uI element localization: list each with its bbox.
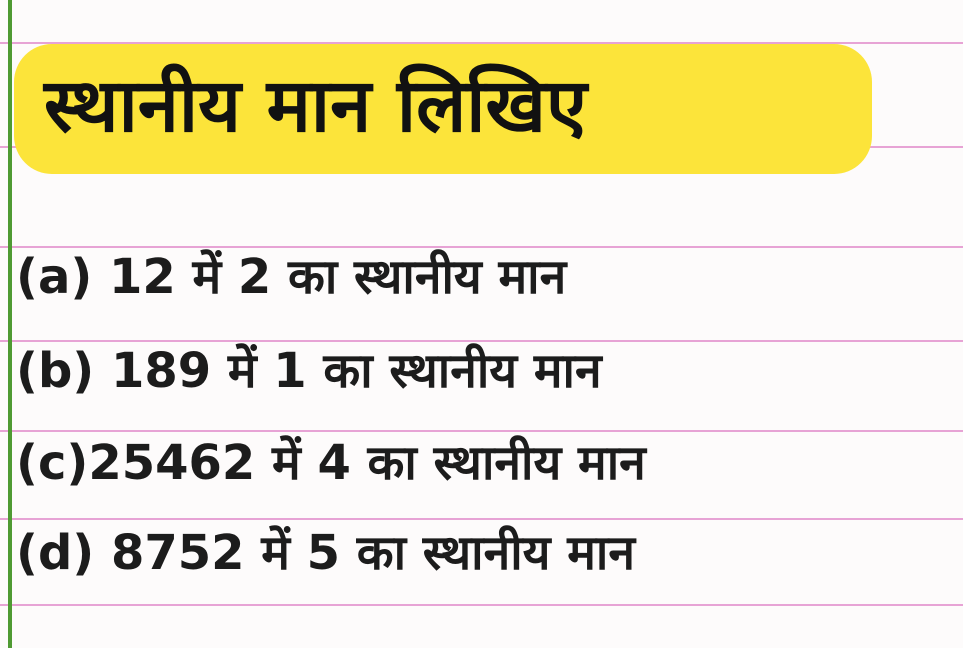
- question-a: (a) 12 में 2 का स्थानीय मान: [16, 249, 567, 305]
- question-d: (d) 8752 में 5 का स्थानीय मान: [16, 525, 635, 581]
- margin-line: [8, 0, 12, 648]
- question-c: (c)25462 में 4 का स्थानीय मान: [16, 435, 646, 491]
- question-b: (b) 189 में 1 का स्थानीय मान: [16, 343, 602, 399]
- title-highlight: [14, 44, 872, 174]
- ruled-line: [0, 604, 963, 606]
- page-title: स्थानीय मान लिखिए: [44, 63, 587, 149]
